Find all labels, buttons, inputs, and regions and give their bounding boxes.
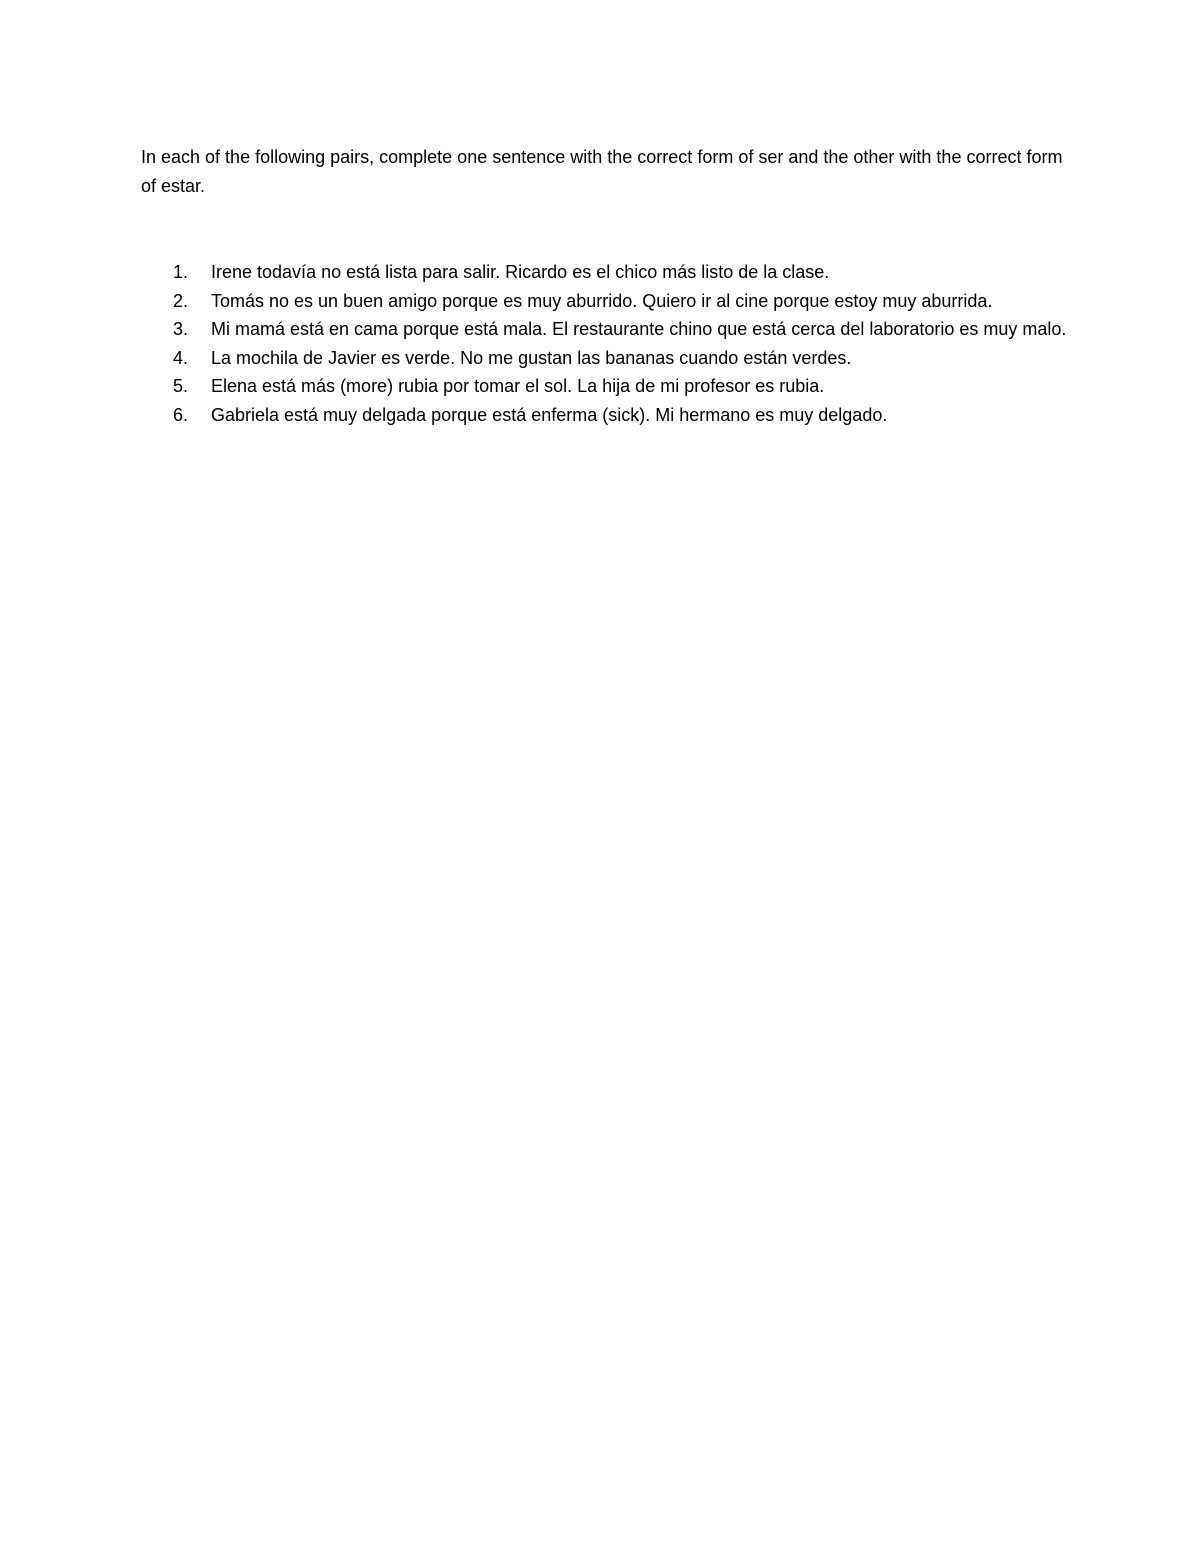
- item-number: 5.: [173, 376, 189, 396]
- instructions-paragraph: In each of the following pairs, complete one sentence with the correct form of ser and the other with the correct form of estar.: [141, 147, 1063, 196]
- list-item: [141, 258, 1071, 287]
- item-number: 1.: [173, 262, 189, 282]
- item-text: Tomás no es un buen amigo porque es muy aburrido. Quiero ir al cine porque estoy muy aburrida.: [211, 290, 993, 311]
- item-text: Irene todavía no está lista para salir. Ricardo es el chico más listo de la clase.: [211, 262, 830, 282]
- list-item: [141, 372, 1071, 401]
- item-number: 3.: [173, 319, 189, 339]
- item-number: 6.: [173, 404, 189, 425]
- item-text: Gabriela está muy delgada porque está enferma (sick). Mi hermano es muy delgado.: [211, 404, 888, 425]
- item-text: Elena está más (more) rubia por tomar el sol. La hija de mi profesor es rubia.: [211, 376, 825, 396]
- item-text: Mi mamá está en cama porque está mala. El restaurante chino que está cerca del laboratorio es muy malo.: [211, 319, 1067, 339]
- list-item: [141, 315, 1071, 344]
- list-item: [141, 287, 1071, 316]
- item-number: 2.: [173, 290, 189, 311]
- item-text: La mochila de Javier es verde. No me gustan las bananas cuando están verdes.: [211, 347, 852, 368]
- item-number: 4.: [173, 347, 189, 368]
- exercise-list: [141, 258, 1071, 429]
- list-item: [141, 401, 1071, 430]
- list-item: [141, 344, 1071, 373]
